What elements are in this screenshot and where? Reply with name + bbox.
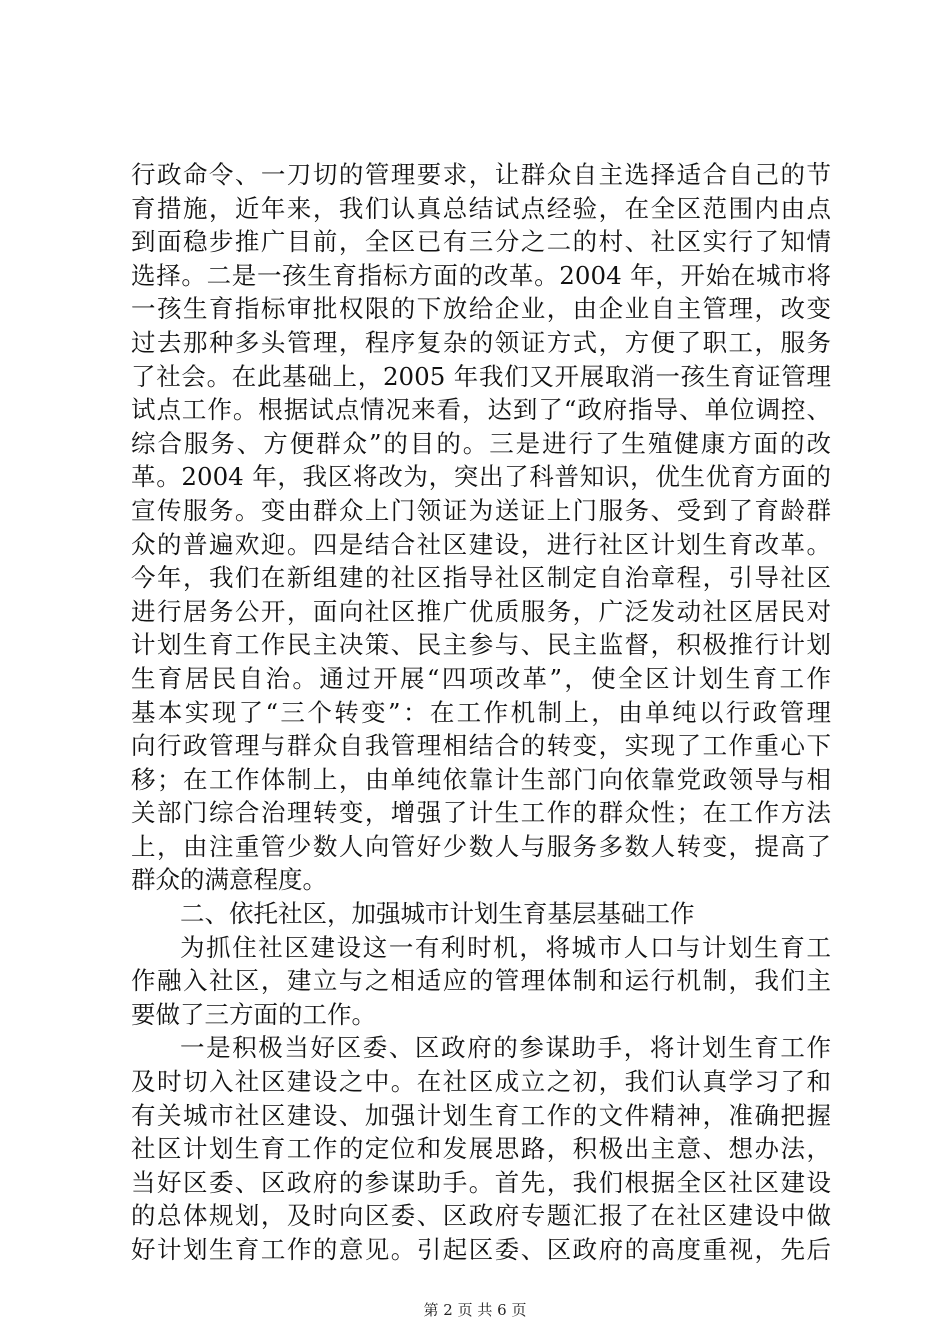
- text-line: 育措施，近年来，我们认真总结试点经验，在全区范围内由点: [131, 193, 831, 223]
- text-line: 计划生育工作民主决策、民主参与、民主监督，积极推行计划: [131, 630, 831, 660]
- text-line: 要做了三方面的工作。: [131, 999, 376, 1029]
- text-line: 进行居务公开，面向社区推广优质服务，广泛发动社区居民对: [131, 596, 831, 626]
- text-line: 及时切入社区建设之中。在社区成立之初，我们认真学习了和: [131, 1067, 831, 1097]
- text-line: 的总体规划，及时向区委、区政府专题汇报了在社区建设中做: [131, 1201, 831, 1231]
- text-line: 向行政管理与群众自我管理相结合的转变，实现了工作重心下: [131, 731, 831, 761]
- text-line: 好计划生育工作的意见。引起区委、区政府的高度重视，先后: [131, 1235, 831, 1264]
- text-line: 基本实现了“三个转变”：在工作机制上，由单纯以行政管理: [131, 697, 831, 727]
- page-number-footer: 第 2 页 共 6 页: [423, 1301, 527, 1319]
- text-line: 过去那种多头管理，程序复杂的领证方式，方便了职工，服务: [131, 327, 831, 357]
- text-line: 选择。二是一孩生育指标方面的改革。2004 年，开始在城市将: [131, 260, 831, 290]
- text-line: 当好区委、区政府的参谋助手。首先，我们根据全区社区建设: [131, 1167, 831, 1197]
- text-line: 一孩生育指标审批权限的下放给企业，由企业自主管理，改变: [131, 294, 831, 324]
- text-line: 今年，我们在新组建的社区指导社区制定自治章程，引导社区: [131, 563, 831, 593]
- text-line: 作融入社区，建立与之相适应的管理体制和运行机制，我们主: [131, 966, 831, 996]
- text-line: 综合服务、方便群众”的目的。三是进行了生殖健康方面的改: [131, 428, 831, 458]
- text-line: 革。2004 年，我区将改为，突出了科普知识，优生优育方面的: [131, 462, 831, 492]
- text-line: 生育居民自治。通过开展“四项改革”，使全区计划生育工作: [131, 663, 831, 693]
- text-line: 移；在工作体制上，由单纯依靠计生部门向依靠党政领导与相: [131, 764, 831, 794]
- section-heading: 二、依托社区，加强城市计划生育基层基础工作: [180, 899, 695, 929]
- text-line: 一是积极当好区委、区政府的参谋助手，将计划生育工作: [180, 1033, 831, 1063]
- text-line: 宣传服务。变由群众上门领证为送证上门服务、受到了育龄群: [131, 495, 831, 525]
- text-line: 社区计划生育工作的定位和发展思路，积极出主意、想办法，: [131, 1134, 831, 1164]
- text-line: 到面稳步推广目前，全区已有三分之二的村、社区实行了知情: [131, 227, 831, 257]
- text-line: 试点工作。根据试点情况来看，达到了“政府指导、单位调控、: [131, 395, 831, 425]
- text-line: 有关城市社区建设、加强计划生育工作的文件精神，准确把握: [131, 1100, 831, 1130]
- text-line: 上，由注重管少数人向管好少数人与服务多数人转变，提高了: [131, 831, 831, 861]
- text-line: 众的普遍欢迎。四是结合社区建设，进行社区计划生育改革。: [131, 529, 831, 559]
- text-line: 为抓住社区建设这一有利时机，将城市人口与计划生育工: [180, 932, 831, 962]
- text-line: 关部门综合治理转变，增强了计生工作的群众性；在工作方法: [131, 798, 831, 828]
- text-line: 行政命令、一刀切的管理要求，让群众自主选择适合自己的节: [131, 160, 831, 189]
- text-line: 群众的满意程度。: [131, 865, 327, 895]
- text-line: 了社会。在此基础上，2005 年我们又开展取消一孩生育证管理: [131, 361, 831, 391]
- body-text: [131, 158, 831, 1267]
